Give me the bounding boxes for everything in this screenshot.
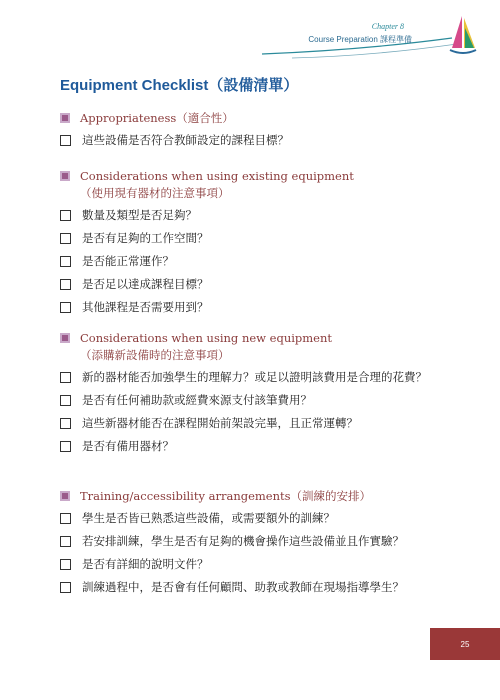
checkbox[interactable] bbox=[60, 210, 71, 221]
checkbox[interactable] bbox=[60, 395, 71, 406]
chapter-label: Chapter 8 bbox=[371, 22, 404, 31]
checkbox[interactable] bbox=[60, 418, 71, 429]
square-bullet-icon bbox=[60, 333, 70, 343]
checkbox[interactable] bbox=[60, 536, 71, 547]
checklist-item[interactable]: 其他課程是否需要用到？ bbox=[60, 298, 432, 317]
checkbox[interactable] bbox=[60, 302, 71, 313]
checklist-item[interactable]: 是否有備用器材？ bbox=[60, 437, 432, 456]
square-bullet-icon bbox=[60, 171, 70, 181]
checkbox[interactable] bbox=[60, 559, 71, 570]
checklist-item[interactable]: 這些新器材能否在課程開始前架設完畢，且正常運轉？ bbox=[60, 414, 432, 433]
section-appropriateness bbox=[60, 110, 432, 150]
checklist-item[interactable]: 是否足以達成課程目標？ bbox=[60, 275, 432, 294]
page-number: 25 bbox=[430, 628, 500, 660]
chapter-header bbox=[252, 14, 482, 64]
sailboat-icon bbox=[448, 14, 478, 60]
checklist-item[interactable]: 數量及類型是否足夠？ bbox=[60, 206, 432, 225]
checkbox[interactable] bbox=[60, 513, 71, 524]
checkbox[interactable] bbox=[60, 441, 71, 452]
checklist-item[interactable]: 學生是否皆已熟悉這些設備，或需要額外的訓練？ bbox=[60, 509, 432, 528]
section-heading: Training/accessibility arrangements（訓練的安排） bbox=[60, 488, 432, 505]
checklist-item[interactable]: 是否有詳細的說明文件？ bbox=[60, 555, 432, 574]
checkbox[interactable] bbox=[60, 582, 71, 593]
section-training bbox=[60, 488, 432, 597]
page-title: Equipment Checklist（設備清單） bbox=[60, 77, 299, 94]
checkbox[interactable] bbox=[60, 372, 71, 383]
checkbox[interactable] bbox=[60, 256, 71, 267]
checkbox[interactable] bbox=[60, 279, 71, 290]
section-heading: Considerations when using new equipment bbox=[60, 330, 432, 347]
checkbox[interactable] bbox=[60, 233, 71, 244]
section-subheading: （添購新設備時的注意事項） bbox=[80, 348, 230, 362]
checklist-item[interactable]: 是否有任何補助款或經費來源支付該筆費用？ bbox=[60, 391, 432, 410]
square-bullet-icon bbox=[60, 113, 70, 123]
checklist-item[interactable]: 這些設備是否符合教師設定的課程目標？ bbox=[60, 131, 432, 150]
section-heading: Appropriateness（適合性） bbox=[60, 110, 432, 127]
checklist-item[interactable]: 若安排訓練，學生是否有足夠的機會操作這些設備並且作實驗？ bbox=[60, 532, 432, 551]
checklist-item[interactable]: 是否有足夠的工作空間？ bbox=[60, 229, 432, 248]
checkbox[interactable] bbox=[60, 135, 71, 146]
course-label: Course Preparation 課程準備 bbox=[308, 35, 412, 44]
checklist-item[interactable]: 訓練過程中，是否會有任何顧問、助教或教師在現場指導學生？ bbox=[60, 578, 432, 597]
checklist-item[interactable]: 新的器材能否加強學生的理解力？或足以證明該費用是合理的花費？ bbox=[60, 368, 432, 387]
section-new-equipment bbox=[60, 330, 432, 456]
section-existing-equipment bbox=[60, 168, 432, 317]
section-subheading: （使用現有器材的注意事項） bbox=[80, 186, 230, 200]
checklist-item[interactable]: 是否能正常運作？ bbox=[60, 252, 432, 271]
square-bullet-icon bbox=[60, 491, 70, 501]
section-heading: Considerations when using existing equipment bbox=[60, 168, 432, 185]
